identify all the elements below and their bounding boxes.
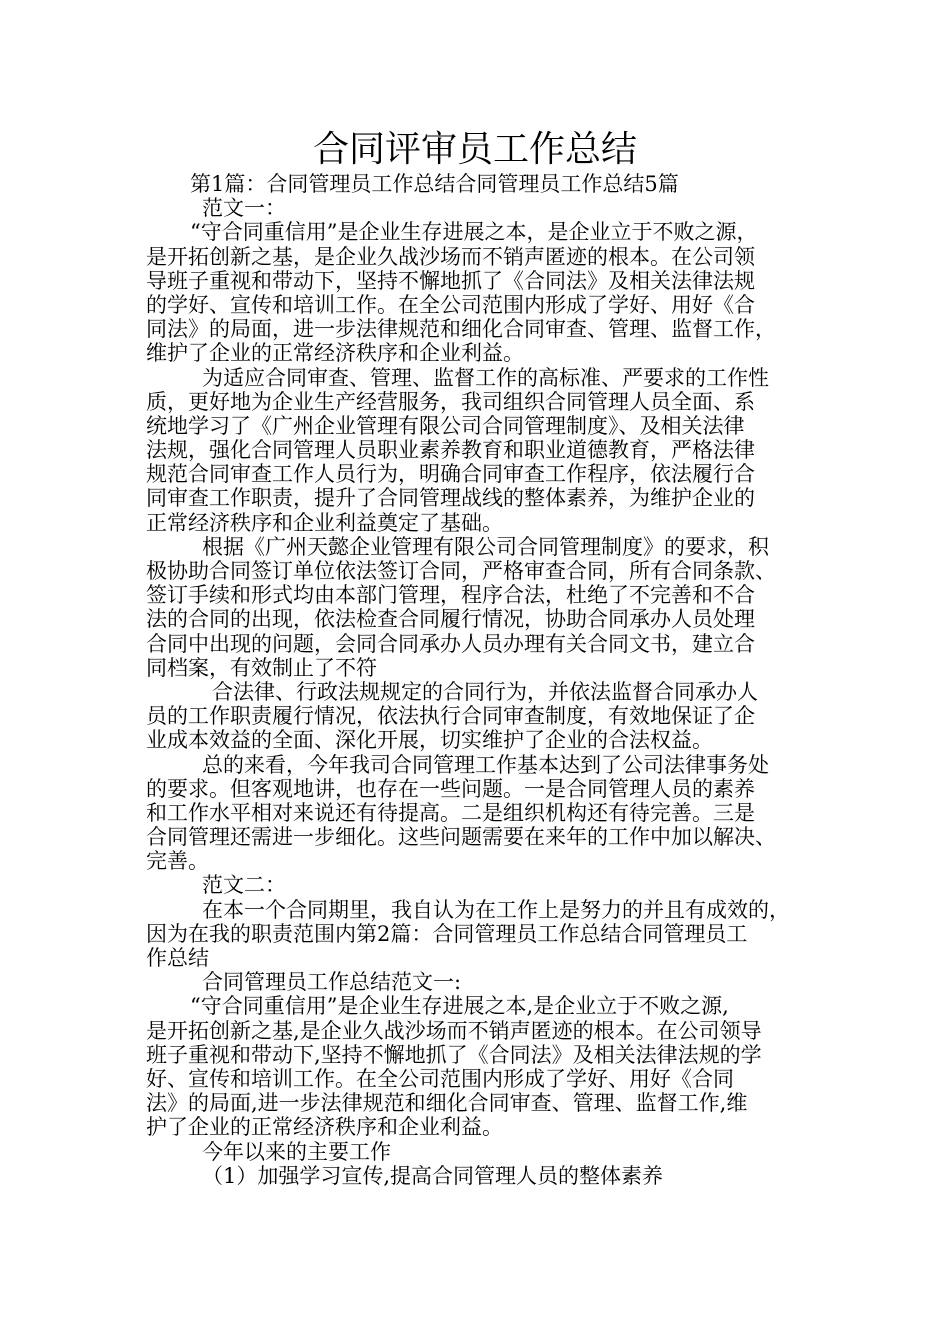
paragraph-line: “守合同重信用”是企业生存进展之本，是企业立于不败之源， [190, 220, 758, 245]
paragraph-line: 质，更好地为企业生产经营服务，我司组织合同管理人员全面、系 [146, 389, 755, 414]
paragraph-line: 为适应合同审查、管理、监督工作的高标准、严要求的工作性 [202, 365, 769, 390]
section-heading: 第1篇：合同管理员工作总结合同管理员工作总结5篇 [190, 172, 679, 196]
paragraph-line: 统地学习了《广州企业管理有限公司合同管理制度》、及相关法律 [146, 413, 745, 438]
paragraph-line: 好、宣传和培训工作。在全公司范围内形成了学好、用好《合同 [146, 1066, 734, 1091]
paragraph-line: 和工作水平相对来说还有待提高。二是组织机构还有待完善。三是 [146, 800, 755, 825]
paragraph-line: 在本一个合同期里，我自认为在工作上是努力的并且有成效的， [202, 897, 790, 922]
paragraph-line: 合同管理还需进一步细化。这些问题需要在来年的工作中加以解决、 [146, 825, 776, 850]
paragraph-line: 班子重视和带动下,坚持不懈地抓了《合同法》及相关法律法规的学 [146, 1042, 762, 1067]
paragraph-line: 的学好、宣传和培训工作。在全公司范围内形成了学好、用好《合 [146, 292, 755, 317]
paragraph-line: 作总结 [146, 946, 209, 970]
paragraph-line: 是开拓创新之基，是企业久战沙场而不销声匿迹的根本。在公司领 [146, 244, 755, 269]
paragraph-line: 签订手续和形式均由本部门管理，程序合法，杜绝了不完善和不合 [146, 583, 755, 608]
sample-label: 合同管理员工作总结范文一: [202, 970, 462, 995]
subheading: 今年以来的主要工作 [202, 1139, 391, 1164]
paragraph-line: 导班子重视和带动下，坚持不懈地抓了《合同法》及相关法律法规 [146, 268, 755, 293]
paragraph-line: 法》的局面,进一步法律规范和细化合同审查、管理、监督工作,维 [146, 1091, 748, 1116]
paragraph-line: 维护了企业的正常经济秩序和企业利益。 [146, 341, 524, 366]
paragraph-line: 合同中出现的问题，会同合同承办人员办理有关合同文书，建立合 [146, 631, 755, 656]
subheading: （1）加强学习宣传,提高合同管理人员的整体素养 [202, 1163, 664, 1188]
paragraph-line: 同审查工作职责，提升了合同管理战线的整体素养，为维护企业的 [146, 486, 755, 511]
paragraph-line: 正常经济秩序和企业利益奠定了基础。 [146, 510, 503, 535]
paragraph-line: 根据《广州天懿企业管理有限公司合同管理制度》的要求，积 [202, 534, 769, 559]
paragraph-line: 同法》的局面，进一步法律规范和细化合同审查、管理、监督工作， [146, 317, 776, 342]
paragraph-line: 因为在我的职责范围内第2篇：合同管理员工作总结合同管理员工 [146, 921, 748, 946]
paragraph-line: 法规，强化合同管理人员职业素养教育和职业道德教育，严格法律 [146, 438, 755, 463]
paragraph-line: 规范合同审查工作人员行为，明确合同审查工作程序，依法履行合 [146, 462, 755, 487]
paragraph-line: 完善。 [146, 849, 209, 874]
paragraph-line: 是开拓创新之基,是企业久战沙场而不销声匿迹的根本。在公司领导 [146, 1018, 762, 1043]
paragraph-line: 员的工作职责履行情况，依法执行合同审查制度，有效地保证了企 [146, 704, 755, 729]
sample-label: 范文一： [202, 196, 286, 221]
sample-label: 范文二： [202, 873, 286, 898]
paragraph-line: 护了企业的正常经济秩序和企业利益。 [146, 1115, 503, 1140]
paragraph-line: 法的合同的出现，依法检查合同履行情况，协助合同承办人员处理 [146, 607, 755, 632]
document-title: 合同评审员工作总结 [312, 129, 637, 170]
paragraph-line: “守合同重信用”是企业生存进展之本,是企业立于不败之源, [190, 994, 729, 1019]
paragraph-line: 总的来看，今年我司合同管理工作基本达到了公司法律事务处 [202, 752, 769, 777]
paragraph-line: 同档案，有效制止了不符 [146, 655, 377, 680]
paragraph-line: 业成本效益的全面、深化开展，切实维护了企业的合法权益。 [146, 728, 713, 753]
paragraph-line: 的要求。但客观地讲，也存在一些问题。一是合同管理人员的素养 [146, 776, 755, 801]
paragraph-line: 极协助合同签订单位依法签订合同，严格审查合同，所有合同条款、 [146, 559, 776, 583]
document-body [146, 172, 818, 1188]
paragraph-line: 合法律、行政法规规定的合同行为，并依法监督合同承办人 [212, 679, 758, 704]
